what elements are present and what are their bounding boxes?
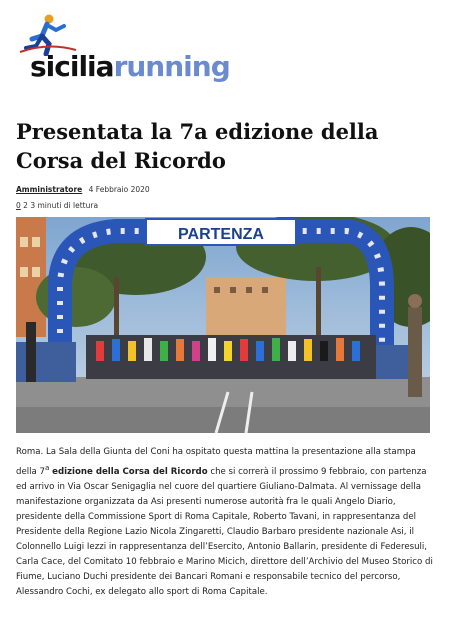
article-body: Roma. La Sala della Giunta del Coni ha ospitato questa mattina la presentazione alla stampa della 7$^a$ edizione della Corsa del Ricordo che si correrà il prossimo 9 febbraio, con partenza ed arrivo in Via Oscar Senigaglia nel cuore del quartiere Giuliano-Dalmata. Al vernissage della manifestazione organizzata da Asi presenti numerose autorità fra le quali Angelo Diario, presidente della Commissione Sport di Roma Capitale, Roberto Tavani, in rappresentanza del Presidente della Regione Lazio Nicola Zingaretti, Claudio Barbaro presidente nazionale Asi, il Colonnello Luigi Iezzi in rappresentanza dell’Esercito, Antonio Ballarin, presidente di Federesuli, Carla Cace, del Comitato 10 febbraio e Marino Micich, direttore dell’Archivio del Museo Storico di Fiume, Luciano Duchi presidente dei Bancari Romani e responsabile tecnico del percorso, Alessandro Cochi, ex delegato allo sport di Roma Capitale. xyxy=(16,447,433,597)
logo-text-sicilia: sicilia xyxy=(30,50,114,83)
article-title: Presentata la 7a edizione della Corsa del Ricordo xyxy=(16,119,379,173)
site-logo[interactable] xyxy=(12,8,230,84)
body-bold-phrase: edizione della Corsa del Ricordo xyxy=(52,466,208,477)
comments-count[interactable]: 0 xyxy=(16,201,21,210)
author-link[interactable]: Amministratore xyxy=(16,185,83,194)
logo-text-running: running xyxy=(113,50,230,83)
photo-banner-text: PARTENZA xyxy=(178,226,264,243)
publish-date: 4 Febbraio 2020 xyxy=(88,185,150,194)
article-photo xyxy=(16,217,430,433)
views-count: 2 xyxy=(23,201,28,210)
article-meta xyxy=(16,185,150,194)
article-stats xyxy=(16,201,98,210)
logo-wordmark xyxy=(30,52,230,82)
reading-time: 3 minuti di lettura xyxy=(30,201,99,210)
